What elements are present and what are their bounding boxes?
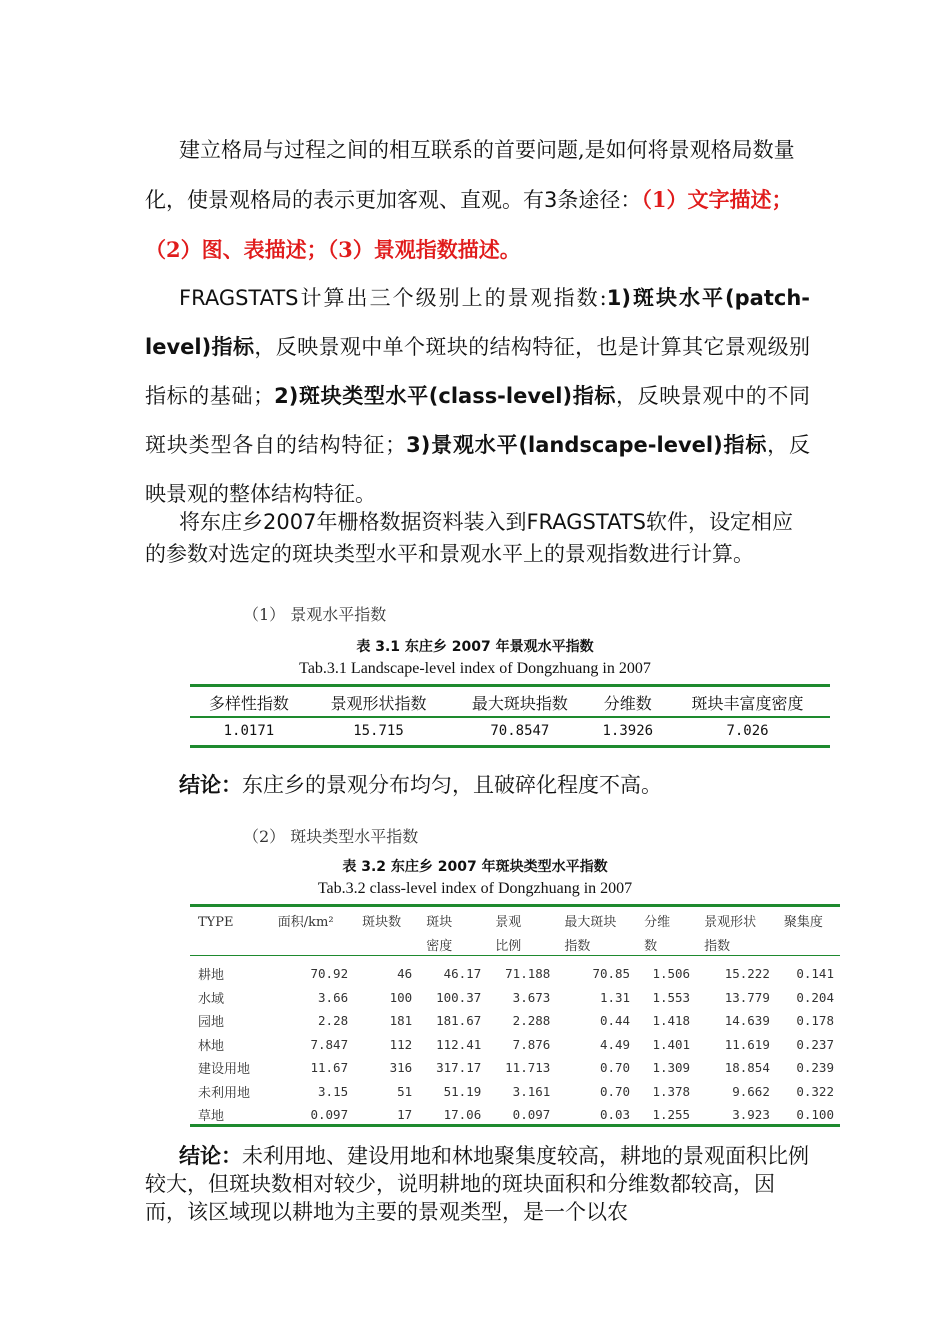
table-cell: 1.309: [652, 1060, 691, 1076]
conclusion-label: 结论：: [179, 1143, 242, 1168]
table-cell: 1.418: [652, 1013, 691, 1029]
table-cell: 0.239: [796, 1060, 834, 1076]
table-cell: 0.141: [796, 966, 834, 982]
class-level-table: [190, 907, 840, 1127]
intro-text-2: 条途径：: [557, 188, 642, 212]
table-cell: 17.06: [443, 1107, 482, 1123]
intro-paragraph: [145, 126, 810, 275]
table-row: [190, 716, 830, 746]
method-paragraph: [145, 506, 810, 570]
table-cell: 11.619: [724, 1036, 770, 1052]
table-cell: 11.67: [310, 1060, 349, 1076]
table-header-cell: 景观形状 指数: [704, 915, 757, 954]
method-year: 2007: [263, 510, 317, 534]
table-cell: 100.37: [436, 989, 482, 1005]
table-cell: 51: [397, 1083, 413, 1099]
row-type-cell: 林地: [198, 1038, 225, 1054]
table-cell: 112.41: [436, 1036, 482, 1052]
class-table-body: [190, 959, 840, 1127]
table-cell: 2.288: [512, 1013, 551, 1029]
table-cell: 70.85: [592, 966, 631, 982]
table-cell: 1.31: [599, 989, 631, 1005]
patch-level-term: 1)斑块水平(patch-level)指标: [145, 286, 810, 359]
table-cell: 0.322: [796, 1083, 834, 1099]
table-header-cell: 最大斑块 指数: [564, 915, 617, 954]
table-cell: 0.097: [310, 1107, 349, 1123]
fragstats-text-1: 计算出三个级别上的景观指数:: [298, 286, 607, 310]
table-cell: 0.097: [512, 1107, 551, 1123]
table-cell: 9.662: [732, 1083, 770, 1099]
table-cell: 3.673: [512, 989, 551, 1005]
fragstats-term: FRAGSTATS: [179, 286, 299, 310]
conclusion-text: 未利用地、建设用地和林地聚集度较高，耕地的景观面积比例较大，但斑块数相对较少，说明耕地的斑块面积和分维数都较高，因而，该区域现以耕地为主要的景观类型，是一个以农: [145, 1144, 809, 1224]
conclusion-label: 结论：: [179, 772, 242, 797]
table-header-row: [190, 907, 840, 959]
method-text-1: 将东庄乡: [179, 510, 263, 534]
table-cell: 0.204: [796, 989, 834, 1005]
table-cell: 0.237: [796, 1036, 834, 1052]
table1-caption-cn: 表 3.1 东庄乡 2007 年景观水平指数: [356, 639, 594, 655]
table1-caption-en: Tab.3.1 Landscape-level index of Dongzhuang in 2007: [299, 660, 651, 677]
table-header-cell: TYPE: [198, 915, 234, 930]
table-row: [190, 1009, 840, 1033]
method-fragstats: FRAGSTATS: [526, 510, 646, 534]
table-cell: 112: [389, 1036, 413, 1052]
table-row: [190, 1080, 840, 1104]
table-cell: 181: [389, 1013, 413, 1029]
table-cell: 0.70: [599, 1060, 631, 1076]
table-cell: 3.161: [512, 1083, 551, 1099]
table-cell: 17: [397, 1107, 413, 1123]
table-cell: 4.49: [599, 1036, 631, 1052]
table-row: [190, 1056, 840, 1080]
table-cell: 18.854: [724, 1060, 770, 1076]
table-cell: 1.0171: [223, 723, 275, 739]
table-cell: 1.255: [652, 1107, 691, 1123]
table-cell: 100: [389, 989, 413, 1005]
table-header-cell: 斑块数: [362, 915, 402, 930]
table-cell: 71.188: [505, 966, 551, 982]
row-type-cell: 未利用地: [198, 1085, 251, 1101]
methods-list-red: （1）文字描述；（2）图、表描述；（3）景观指数描述。: [145, 187, 793, 262]
table-cell: 46.17: [443, 966, 482, 982]
row-type-cell: 草地: [198, 1109, 225, 1125]
table-cell: 181.67: [436, 1013, 482, 1029]
table-cell: 0.178: [796, 1013, 834, 1029]
table2-caption-cn: 表 3.2 东庄乡 2007 年斑块类型水平指数: [342, 859, 608, 875]
table-header-row: [190, 688, 830, 716]
table-cell: 2.28: [318, 1013, 349, 1029]
row-type-cell: 园地: [198, 1015, 225, 1031]
table-cell: 316: [389, 1060, 413, 1076]
table-cell: 13.779: [724, 989, 770, 1005]
fragstats-text-4: ，反映景观的整体结构特征。: [145, 433, 810, 506]
table-cell: 3.15: [318, 1083, 349, 1099]
table-cell: 1.401: [652, 1036, 691, 1052]
table-header-cell: 斑块 密度: [426, 915, 453, 954]
table-cell: 3.66: [318, 989, 349, 1005]
section2-heading: （2） 斑块类型水平指数: [243, 827, 419, 846]
row-type-cell: 耕地: [198, 968, 225, 984]
table-header-cell: 分维 数: [644, 915, 671, 954]
table-row: [190, 1103, 840, 1127]
conclusion-text: 东庄乡的景观分布均匀，且破碎化程度不高。: [242, 773, 662, 797]
table2-caption-en: Tab.3.2 class-level index of Dongzhuang in 2007: [317, 880, 633, 897]
intro-number: 3: [544, 188, 558, 212]
table-header-cell: 分维数: [603, 693, 652, 713]
table-cell: 1.378: [652, 1083, 691, 1099]
table-cell: 7.026: [726, 723, 769, 739]
table-cell: 1.3926: [602, 723, 654, 739]
method-text-2: 年栅格数据资料装入到: [316, 510, 527, 534]
table-cell: 0.70: [599, 1083, 631, 1099]
table-cell: 70.8547: [490, 723, 550, 739]
table-cell: 7.847: [310, 1036, 349, 1052]
table-cell: 70.92: [310, 966, 349, 982]
table-cell: 0.100: [796, 1107, 834, 1123]
table-header-cell: 面积/km²: [277, 915, 334, 930]
fragstats-text-3: ，反映景观中的不同斑块类型各自的结构特征；: [145, 384, 811, 457]
intro-text: 建立格局与过程之间的相互联系的首要问题,是如何将景观格局数量化，使景观格局的表示更加客观、直观。有: [145, 138, 795, 212]
table-row: [190, 959, 840, 986]
row-type-cell: 建设用地: [198, 1062, 251, 1078]
table-row: [190, 1033, 840, 1057]
table-cell: 46: [397, 966, 413, 982]
row-type-cell: 水域: [198, 991, 225, 1007]
table-cell: 15.222: [724, 966, 770, 982]
table1-top-rule: [190, 684, 830, 687]
table-header-cell: 斑块丰富度密度: [691, 693, 804, 713]
section1-heading: （1） 景观水平指数: [243, 605, 387, 624]
table-cell: 1.506: [652, 966, 691, 982]
table-header-cell: 多样性指数: [208, 693, 289, 713]
landscape-level-table: [190, 688, 830, 746]
table-header-cell: 景观 比例: [495, 915, 522, 954]
table-row: [190, 986, 840, 1010]
table-cell: 51.19: [443, 1083, 482, 1099]
method-text-3: 软件，设定相应的参数对选定的斑块类型水平和景观水平上的景观指数进行计算。: [145, 510, 793, 566]
table-header-cell: 景观形状指数: [330, 693, 427, 713]
landscape-level-term: 3)景观水平(landscape-level)指标: [406, 433, 768, 457]
conclusion-2: [145, 1142, 810, 1226]
table-cell: 1.553: [652, 989, 691, 1005]
fragstats-paragraph: [145, 274, 810, 519]
table-cell: 11.713: [505, 1060, 551, 1076]
table-cell: 7.876: [512, 1036, 551, 1052]
table-cell: 3.923: [732, 1107, 770, 1123]
conclusion-1: [145, 769, 810, 801]
table-cell: 317.17: [436, 1060, 482, 1076]
table-cell: 0.44: [599, 1013, 631, 1029]
fragstats-text-2: ，反映景观中单个斑块的结构特征，也是计算其它景观级别指标的基础；: [145, 335, 811, 408]
class-level-term: 2)斑块类型水平(class-level)指标: [274, 384, 616, 408]
table-cell: 15.715: [353, 723, 404, 739]
table-header-cell: 聚集度: [783, 915, 823, 930]
table-header-cell: 最大斑块指数: [471, 693, 568, 713]
table-cell: 14.639: [724, 1013, 770, 1029]
table-cell: 0.03: [599, 1107, 631, 1123]
